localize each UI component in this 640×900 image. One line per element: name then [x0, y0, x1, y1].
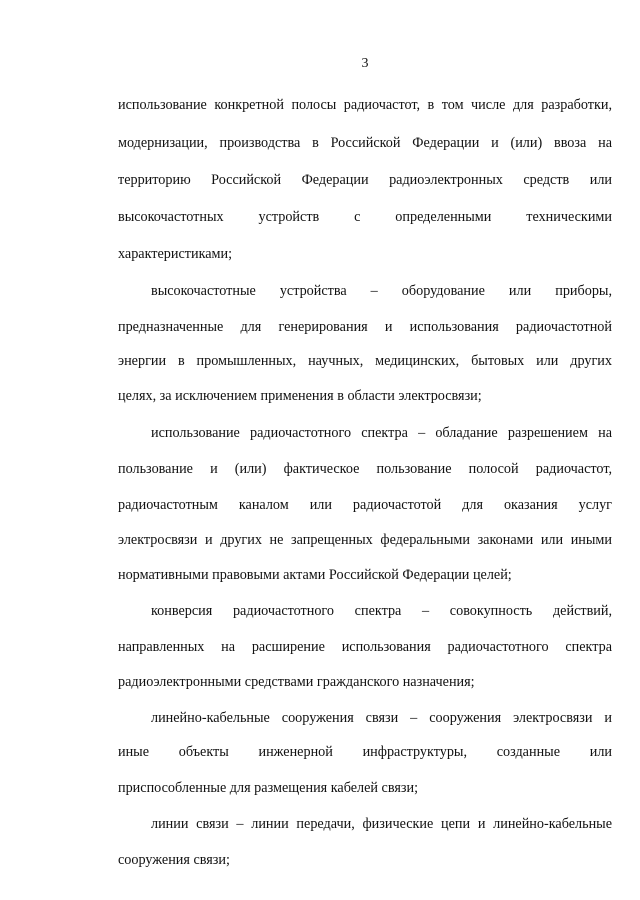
text-line: сооружения связи; [118, 852, 230, 868]
text-line: направленных на расширение использования радиочастотного спектра [118, 639, 612, 655]
text-line: линейно-кабельные сооружения связи – сооружения электросвязи и [151, 710, 612, 726]
text-line: использование радиочастотного спектра – обладание разрешением на [151, 425, 612, 441]
text-line: радиоэлектронными средствами гражданского назначения; [118, 674, 475, 690]
text-line: энергии в промышленных, научных, медицинских, бытовых или других [118, 353, 612, 369]
text-line: высокочастотные устройства – оборудование или приборы, [151, 283, 612, 299]
text-line: иные объекты инженерной инфраструктуры, созданные или [118, 744, 612, 760]
text-line: радиочастотным каналом или радиочастотой для оказания услуг [118, 497, 612, 513]
text-line: характеристиками; [118, 246, 233, 262]
text-line: конверсия радиочастотного спектра – совокупность действий, [151, 603, 612, 619]
text-line: высокочастотных устройств с определенными техническими [118, 209, 612, 225]
text-line: территорию Российской Федерации радиоэлектронных средств или [118, 172, 612, 188]
text-line: электросвязи и других не запрещенных федеральными законами или иными [118, 532, 612, 548]
text-line: пользование и (или) фактическое пользование полосой радиочастот, [118, 461, 612, 477]
text-line: нормативными правовыми актами Российской Федерации целей; [118, 567, 512, 583]
text-line: модернизации, производства в Российской Федерации и (или) ввоза на [118, 135, 612, 151]
text-line: предназначенные для генерирования и использования радиочастотной [118, 319, 612, 335]
text-line: целях, за исключением применения в области электросвязи; [118, 388, 482, 404]
text-line: линии связи – линии передачи, физические цепи и линейно-кабельные [151, 816, 612, 832]
text-line: приспособленные для размещения кабелей связи; [118, 780, 419, 796]
page-number: 3 [361, 56, 369, 71]
text-line: использование конкретной полосы радиочастот, в том числе для разработки, [118, 97, 612, 113]
